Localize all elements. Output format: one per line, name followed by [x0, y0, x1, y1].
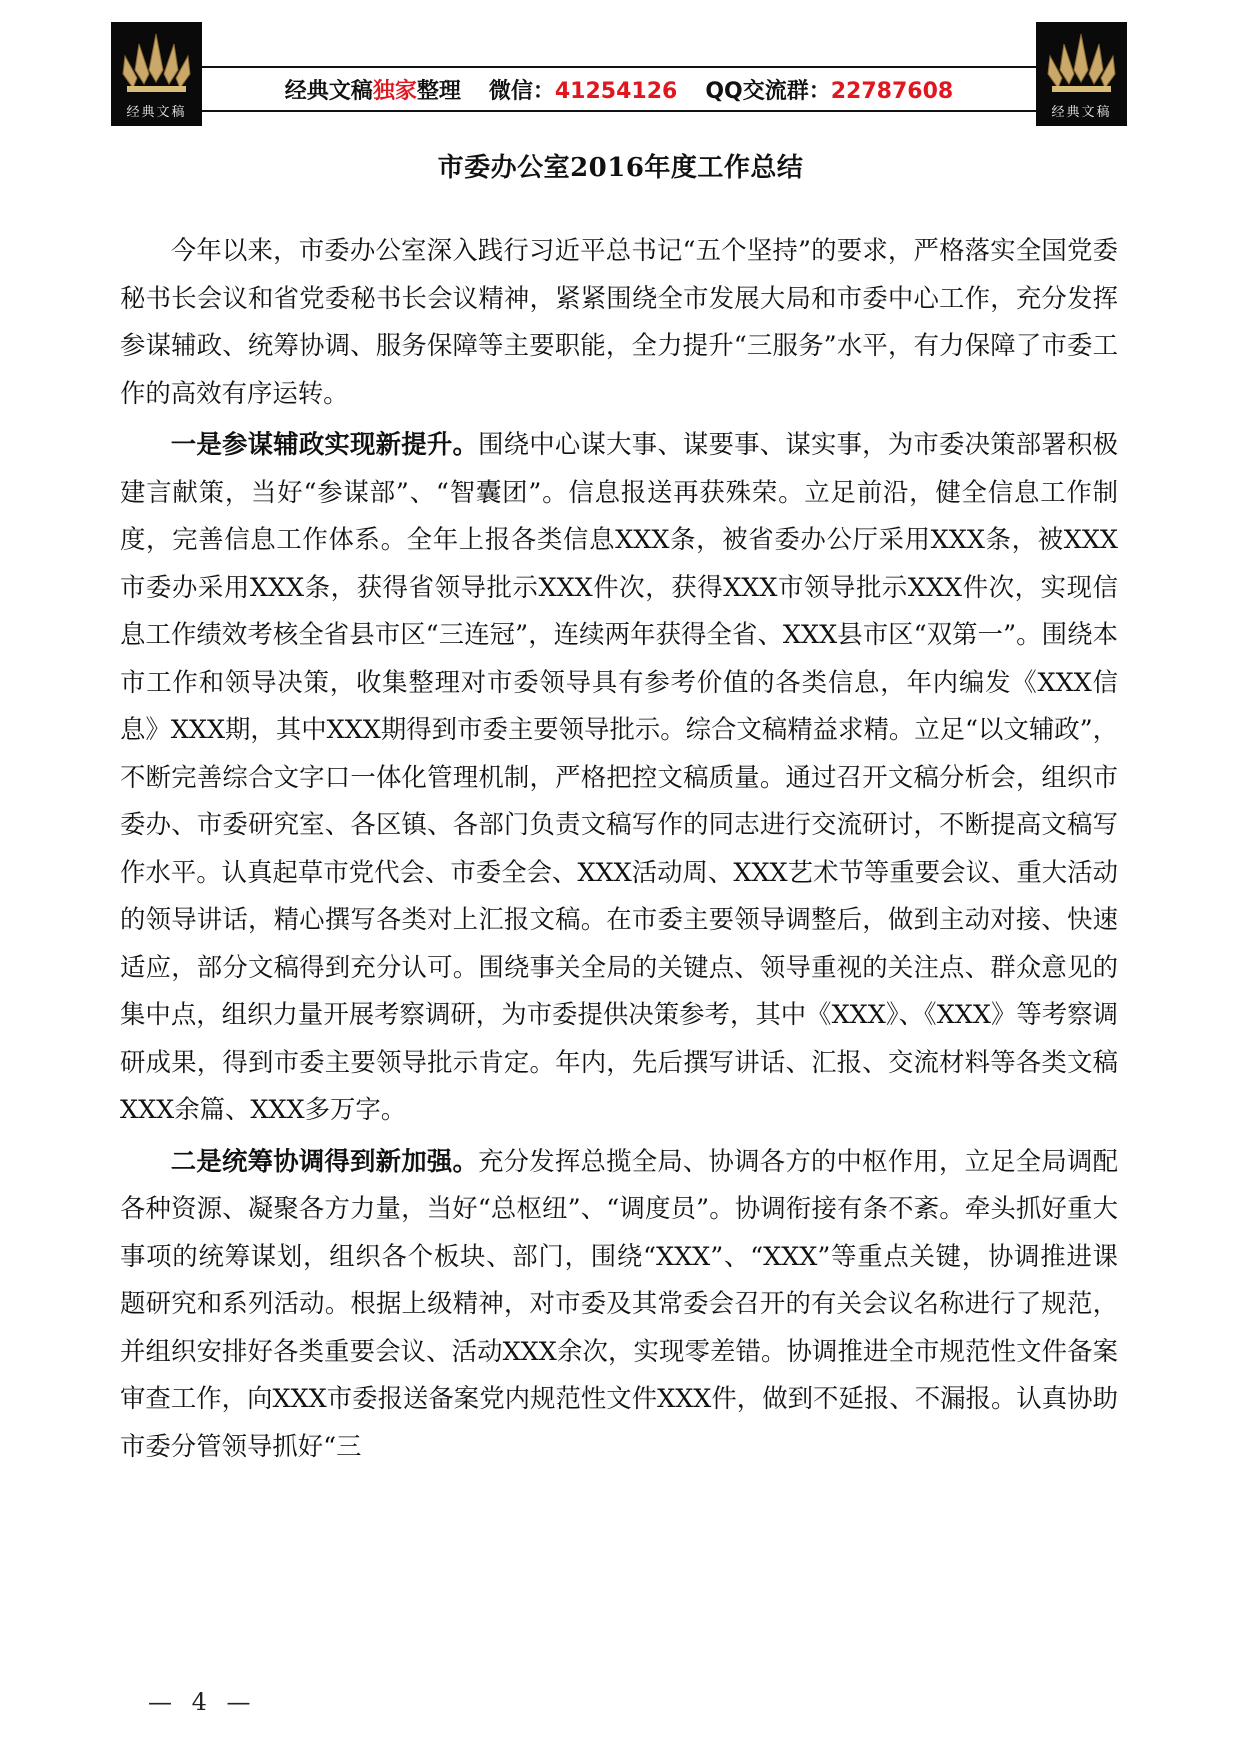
- fountain-pen-crown-icon: [1042, 30, 1121, 98]
- header-rule-top: [202, 66, 1036, 68]
- header-rule-bottom: [202, 110, 1036, 112]
- wechat-info: [489, 74, 677, 105]
- brand-logo-right: [1036, 22, 1127, 126]
- section-heading: 二是统筹协调得到新加强。: [170, 1145, 479, 1176]
- paragraph-text: 充分发挥总揽全局、协调各方的中枢作用，立足全局调配各种资源、凝聚各方力量，当好“总枢纽”、“调度员”。协调衔接有条不紊。牵头抓好重大事项的统筹谋划，组织各个板块、部门，围绕“XXX”、“XXX”等重点关键，协调推进课题研究和系列活动。根据上级精神，对市委及其常委会召开的有关会议名称进行了规范，并组织安排好各类重要会议、活动XXX余次，实现零差错。协调推进全市规范性文件备案审查工作，向XXX市委报送备案党内规范性文件XXX件，做到不延报、不漏报。认真协助市委分管领导抓好“三: [120, 1145, 1119, 1461]
- paragraph-text: 今年以来，市委办公室深入践行习近平总书记“五个坚持”的要求，严格落实全国党委秘书长会议和省党委秘书长会议精神，紧紧围绕全市发展大局和市委中心工作，充分发挥参谋辅政、统筹协调、服务保障等主要职能，全力提升“三服务”水平，有力保障了市委工作的高效有序运转。: [120, 235, 1118, 408]
- qq-group-info: [705, 74, 953, 105]
- paragraph-section-1: [120, 421, 1118, 1134]
- logo-caption-left: 经典文稿: [126, 105, 187, 120]
- paragraph-intro: [120, 227, 1118, 417]
- section-heading: 一是参谋辅政实现新提升。: [170, 429, 479, 459]
- brand-highlight: 独家: [372, 78, 417, 104]
- paragraph-text: 围绕中心谋大事、谋要事、谋实事，为市委决策部署积极建言献策，当好“参谋部”、“智囊团”。信息报送再获殊荣。立足前沿，健全信息工作制度，完善信息工作体系。全年上报各类信息XXX条，被省委办公厅采用XXX条，被XXX市委办采用XXX条，获得省领导批示XXX件次，获得XXX市领导批示XXX件次，实现信息工作绩效考核全省县市区“三连冠”，连续两年获得全省、XXX县市区“双第一”。围绕本市工作和领导决策，收集整理对市委领导具有参考价值的各类信息，年内编发《XXX信息》XXX期，其中XXX期得到市委主要领导批示。综合文稿精益求精。立足“以文辅政”，不断完善综合文字口一体化管理机制，严格把控文稿质量。通过召开文稿分析会，组织市委办、市委研究室、各区镇、各部门负责文稿写作的同志进行交流研讨，不断提高文稿写作水平。认真起草市党代会、市委全会、XXX活动周、XXX艺术节等重要会议、重大活动的领导讲话，精心撰写各类对上汇报文稿。在市委主要领导调整后，做到主动对接、快速适应，部分文稿得到充分认可。围绕事关全局的关键点、领导重视的关注点、群众意见的集中点，组织力量开展考察调研，为市委提供决策参考，其中《XXX》、《XXX》等考察调研成果，得到市委主要领导批示肯定。年内，先后撰写讲话、汇报、交流材料等各类文稿XXX余篇、XXX多万字。: [120, 429, 1119, 1124]
- header-banner: [111, 22, 1127, 126]
- wechat-label: 微信：: [488, 78, 555, 104]
- qq-value: 22787608: [830, 78, 954, 104]
- paragraph-section-2: [120, 1138, 1118, 1471]
- wechat-value: 41254126: [554, 78, 678, 104]
- document-body: [120, 227, 1118, 1474]
- brand-logo-left: [111, 22, 202, 126]
- fountain-pen-crown-icon: [117, 30, 196, 98]
- header-brand: 经典文稿独家整理: [284, 78, 461, 104]
- qq-label: QQ交流群：: [705, 78, 831, 104]
- document-title: 市委办公室2016年度工作总结: [437, 153, 804, 184]
- page-number: — 4 —: [148, 1688, 257, 1716]
- header-contact-line: [202, 71, 1036, 107]
- logo-caption-right: 经典文稿: [1051, 105, 1112, 120]
